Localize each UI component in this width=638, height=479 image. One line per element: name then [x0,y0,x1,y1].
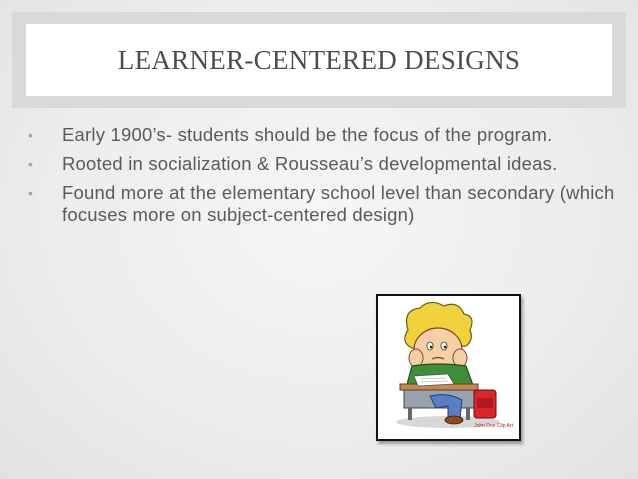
bullet-item [28,182,618,226]
title-band [12,12,626,108]
clipart-image-frame [376,294,521,441]
bullet-item [28,124,618,146]
bullet-text: Rooted in socialization & Rousseau’s developmental ideas. [62,153,558,174]
title-box [26,24,612,96]
image-credit: John Doe Clip Art [474,423,513,429]
slide-title: LEARNER-CENTERED DESIGNS [117,44,521,75]
bullet-marker: • [28,156,34,172]
bullet-marker: • [28,127,34,143]
bullet-marker: • [28,185,34,201]
bullet-text: Early 1900’s- students should be the focus of the program. [62,124,553,145]
bullet-text: Found more at the elementary school level than secondary (which focuses more on subject-centered design) [62,182,615,225]
student-at-desk-clipart-icon [378,296,519,439]
bullet-list [28,124,618,233]
bullet-item [28,153,618,175]
